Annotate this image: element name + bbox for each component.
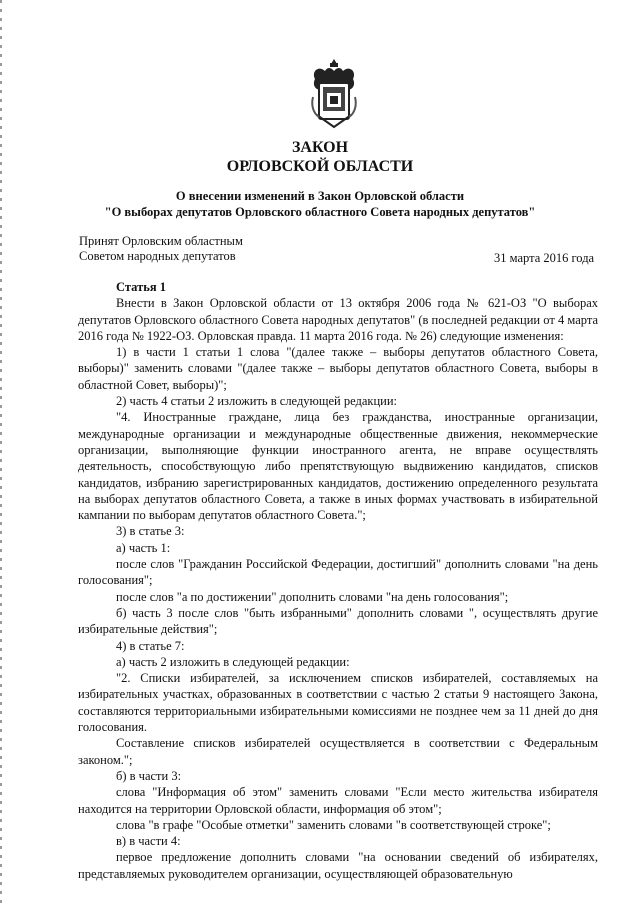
article-paragraph: Составление списков избирателей осуществляется в соответствии с Федеральным законом."; [78, 736, 598, 767]
article-paragraph: первое предложение дополнить словами "на основании сведений об избирателях, представляемых руководителем организации, осуществляющей образовательную [78, 850, 598, 881]
article-paragraph: 2) часть 4 статьи 2 изложить в следующей редакции: [116, 394, 398, 409]
orel-oblast-coat-of-arms-icon [309, 57, 359, 129]
adoption-date: 31 марта 2016 года [494, 251, 595, 265]
article-paragraph: 1) в части 1 статьи 1 слова "(далее также – выборы депутатов областного Совета, выборы)" заменить словами "(далее также – выборы депутатов областного Совета, выборы в областной Совет, выборы)"; [78, 345, 598, 392]
article-paragraph: после слов "Гражданин Российской Федерации, достигший" дополнить словами "на день голосования"; [78, 557, 598, 588]
adoption-line-2: Советом народных депутатов [79, 249, 236, 263]
article-paragraph: 3) в статье 3: [116, 524, 185, 539]
article-paragraph: "2. Списки избирателей, за исключением списков избирателей, составляемых на избирательных участках, образованных в соответствии с частью 2 статьи 9 настоящего Закона, составляются территориальными избирательными комиссиями не позднее чем за 11 дней до дня голосования. [78, 671, 598, 735]
region-heading: ОРЛОВСКОЙ ОБЛАСТИ [226, 158, 414, 175]
article-paragraph: слова "Информация об этом" заменить словами "Если место жительства избирателя находится на территории Орловской области, информация об этом"; [78, 785, 598, 816]
law-subtitle-line-1: О внесении изменений в Закон Орловской области [175, 189, 465, 203]
adoption-line-1: Принят Орловским областным [79, 234, 243, 248]
article-paragraph: а) часть 2 изложить в следующей редакции: [116, 654, 350, 669]
article-paragraph: "4. Иностранные граждане, лица без гражданства, иностранные организации, международные организации и международные общественные движения, некоммерческие организации, выполняющие функции иностранного агента, не вправе осуществлять деятельность, способствующую либо препятствующую выдвижению кандидатов, списков кандидатов, избранию зарегистрированных кандидатов, достижению определенного результата на выборах депутатов областного Совета, а также в иных формах участвовать в избирательной кампании по выборам депутатов областного Совета."; [78, 410, 598, 523]
article-paragraph: слова "в графе "Особые отметки" заменить словами "в соответствующей строке"; [116, 817, 551, 832]
article-body [78, 279, 598, 882]
article-paragraph: а) часть 1: [116, 540, 171, 555]
article-heading: Статья 1 [116, 280, 166, 294]
article-paragraph: в) в части 4: [116, 834, 181, 849]
law-subtitle-line-2: "О выборах депутатов Орловского областного Совета народных депутатов" [104, 205, 536, 219]
doc-type-heading: ЗАКОН [291, 139, 349, 156]
article-paragraph: Внести в Закон Орловской области от 13 октября 2006 года № 621-ОЗ "О выборах депутатов Орловского областного Совета народных депутатов" (в последней редакции от 4 марта 2016 года № 1922-ОЗ. Орловская правда. 11 марта 2016 года. № 26) следующие изменения: [78, 296, 598, 343]
article-paragraph: после слов "а по достижении" дополнить словами "на день голосования"; [116, 589, 509, 604]
scan-edge-marks [0, 0, 2, 905]
article-paragraph: б) в части 3: [116, 768, 182, 783]
article-paragraph: 4) в статье 7: [116, 638, 185, 653]
article-paragraph: б) часть 3 после слов "быть избранными" дополнить словами ", осуществлять другие избирательные действия"; [78, 605, 598, 637]
